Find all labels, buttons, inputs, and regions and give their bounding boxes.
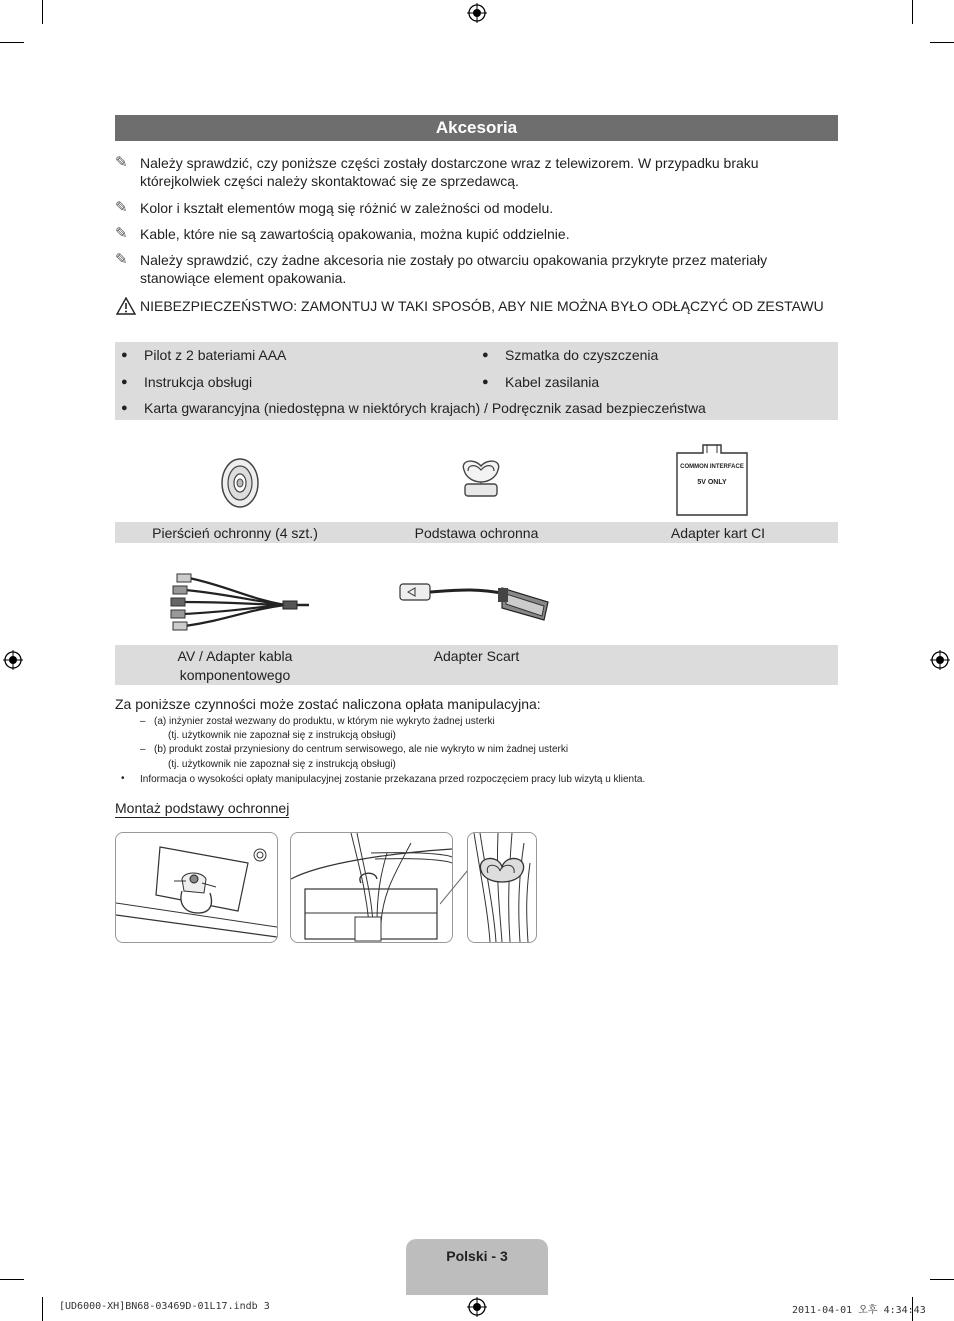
dash-bullet: – (140, 716, 146, 727)
ring-caption: Pierścień ochronny (4 szt.) (152, 525, 318, 541)
note-item (115, 154, 835, 190)
scart-caption: Adapter Scart (433, 648, 520, 664)
ci-card-adapter-image (675, 443, 749, 517)
note-text: Kable, które nie są zawartością opakowania, można kupić oddzielnie. (140, 226, 570, 242)
fee-info: Informacja o wysokości opłaty manipulacyjnej zostanie przekazana przed rozpoczęciem pracy lub wizytą u klienta. (140, 774, 646, 785)
crop-mark (912, 0, 913, 24)
ci-label-common-interface: COMMON INTERFACE (680, 464, 744, 470)
fee-intro: Za poniższe czynności może zostać naliczona opłata manipulacyjna: (115, 696, 541, 712)
page-number-tab: Polski - 3 (406, 1239, 548, 1295)
warning-item (115, 297, 835, 315)
scart-adapter-image (398, 578, 556, 624)
fee-item-a-line2: (tj. użytkownik nie zapoznał się z instrukcją obsługi) (168, 730, 396, 741)
included-items-list (115, 342, 838, 420)
list-item: ● Karta gwarancyjna (niedostępna w niektórych krajach) / Podręcznik zasad bezpieczeństwa (121, 400, 706, 416)
list-item-text: Instrukcja obsługi (144, 374, 253, 390)
note-item (115, 251, 835, 287)
protective-ring-image (220, 457, 260, 509)
pencil-note-icon: ✎ (115, 154, 128, 171)
stand-caption: Podstawa ochronna (414, 525, 539, 541)
accessories-caption-row (115, 522, 838, 543)
crop-mark (42, 0, 43, 24)
crop-mark (930, 1279, 954, 1280)
protective-stand-image (458, 456, 504, 500)
section-title: Akcesoria (115, 115, 838, 141)
list-item-text: Pilot z 2 bateriami AAA (144, 347, 287, 363)
assembly-step-2-image (290, 832, 453, 943)
bullet: • (121, 773, 125, 784)
assembly-detail-image (467, 832, 537, 943)
registration-mark-icon (3, 650, 23, 670)
note-item (115, 225, 835, 243)
av-adapter-caption-line1: AV / Adapter kabla (177, 648, 293, 664)
av-component-adapter-image (167, 572, 312, 638)
av-adapter-caption-line2: komponentowego (179, 667, 291, 683)
list-item: ● Pilot z 2 bateriami AAA (121, 347, 287, 363)
ci-label-5v: 5V ONLY (697, 479, 727, 486)
fee-item-b-line2: (tj. użytkownik nie zapoznał się z instrukcją obsługi) (168, 759, 396, 770)
note-item (115, 199, 835, 217)
note-text: Kolor i kształt elementów mogą się różnić w zależności od modelu. (140, 200, 554, 216)
assembly-step-1-image (115, 832, 278, 943)
fee-item-b-line1: (b) produkt został przyniesiony do centrum serwisowego, ale nie wykryto w nim żadnej usterki (154, 744, 569, 755)
crop-mark (0, 1279, 24, 1280)
list-item-text: Szmatka do czyszczenia (505, 347, 659, 363)
note-text: Należy sprawdzić, czy poniższe części zostały dostarczone wraz z telewizorem. W przypadku braku którejkolwiek części należy skontaktować się ze sprzedawcą. (140, 155, 759, 189)
list-item-text: Karta gwarancyjna (niedostępna w niektórych krajach) / Podręcznik zasad bezpieczeństwa (144, 400, 706, 416)
registration-mark-icon (467, 3, 487, 23)
warning-text: NIEBEZPIECZEŃSTWO: ZAMONTUJ W TAKI SPOSÓB, ABY NIE MOŻNA BYŁO ODŁĄCZYĆ OD ZESTAWU (140, 298, 824, 314)
crop-mark (42, 1297, 43, 1321)
print-file-info: [UD6000-XH]BN68-03469D-01L17.indb 3 (59, 1301, 270, 1312)
registration-mark-icon (467, 1297, 487, 1317)
list-item: ● Kabel zasilania (482, 374, 600, 390)
note-text: Należy sprawdzić, czy żadne akcesoria nie zostały po otwarciu opakowania przykryte przez materiały stanowiące element opakowania. (140, 252, 768, 286)
crop-mark (930, 42, 954, 43)
fee-item-a-line1: (a) inżynier został wezwany do produktu, w którym nie wykryto żadnej usterki (154, 716, 495, 727)
print-date-info: 2011-04-01 오후 4:34:43 (792, 1305, 926, 1316)
registration-mark-icon (930, 650, 950, 670)
zoom-connector-line (440, 868, 470, 908)
warning-triangle-icon (115, 297, 137, 315)
pencil-note-icon: ✎ (115, 225, 128, 242)
accessories-caption-row-2 (115, 645, 838, 685)
list-item-text: Kabel zasilania (505, 374, 600, 390)
pencil-note-icon: ✎ (115, 251, 128, 268)
pencil-note-icon: ✎ (115, 199, 128, 216)
crop-mark (0, 42, 24, 43)
assembly-title: Montaż podstawy ochronnej (115, 800, 290, 816)
list-item: ● Szmatka do czyszczenia (482, 347, 659, 363)
ci-adapter-caption: Adapter kart CI (670, 525, 766, 541)
dash-bullet: – (140, 744, 146, 755)
list-item: ● Instrukcja obsługi (121, 374, 253, 390)
